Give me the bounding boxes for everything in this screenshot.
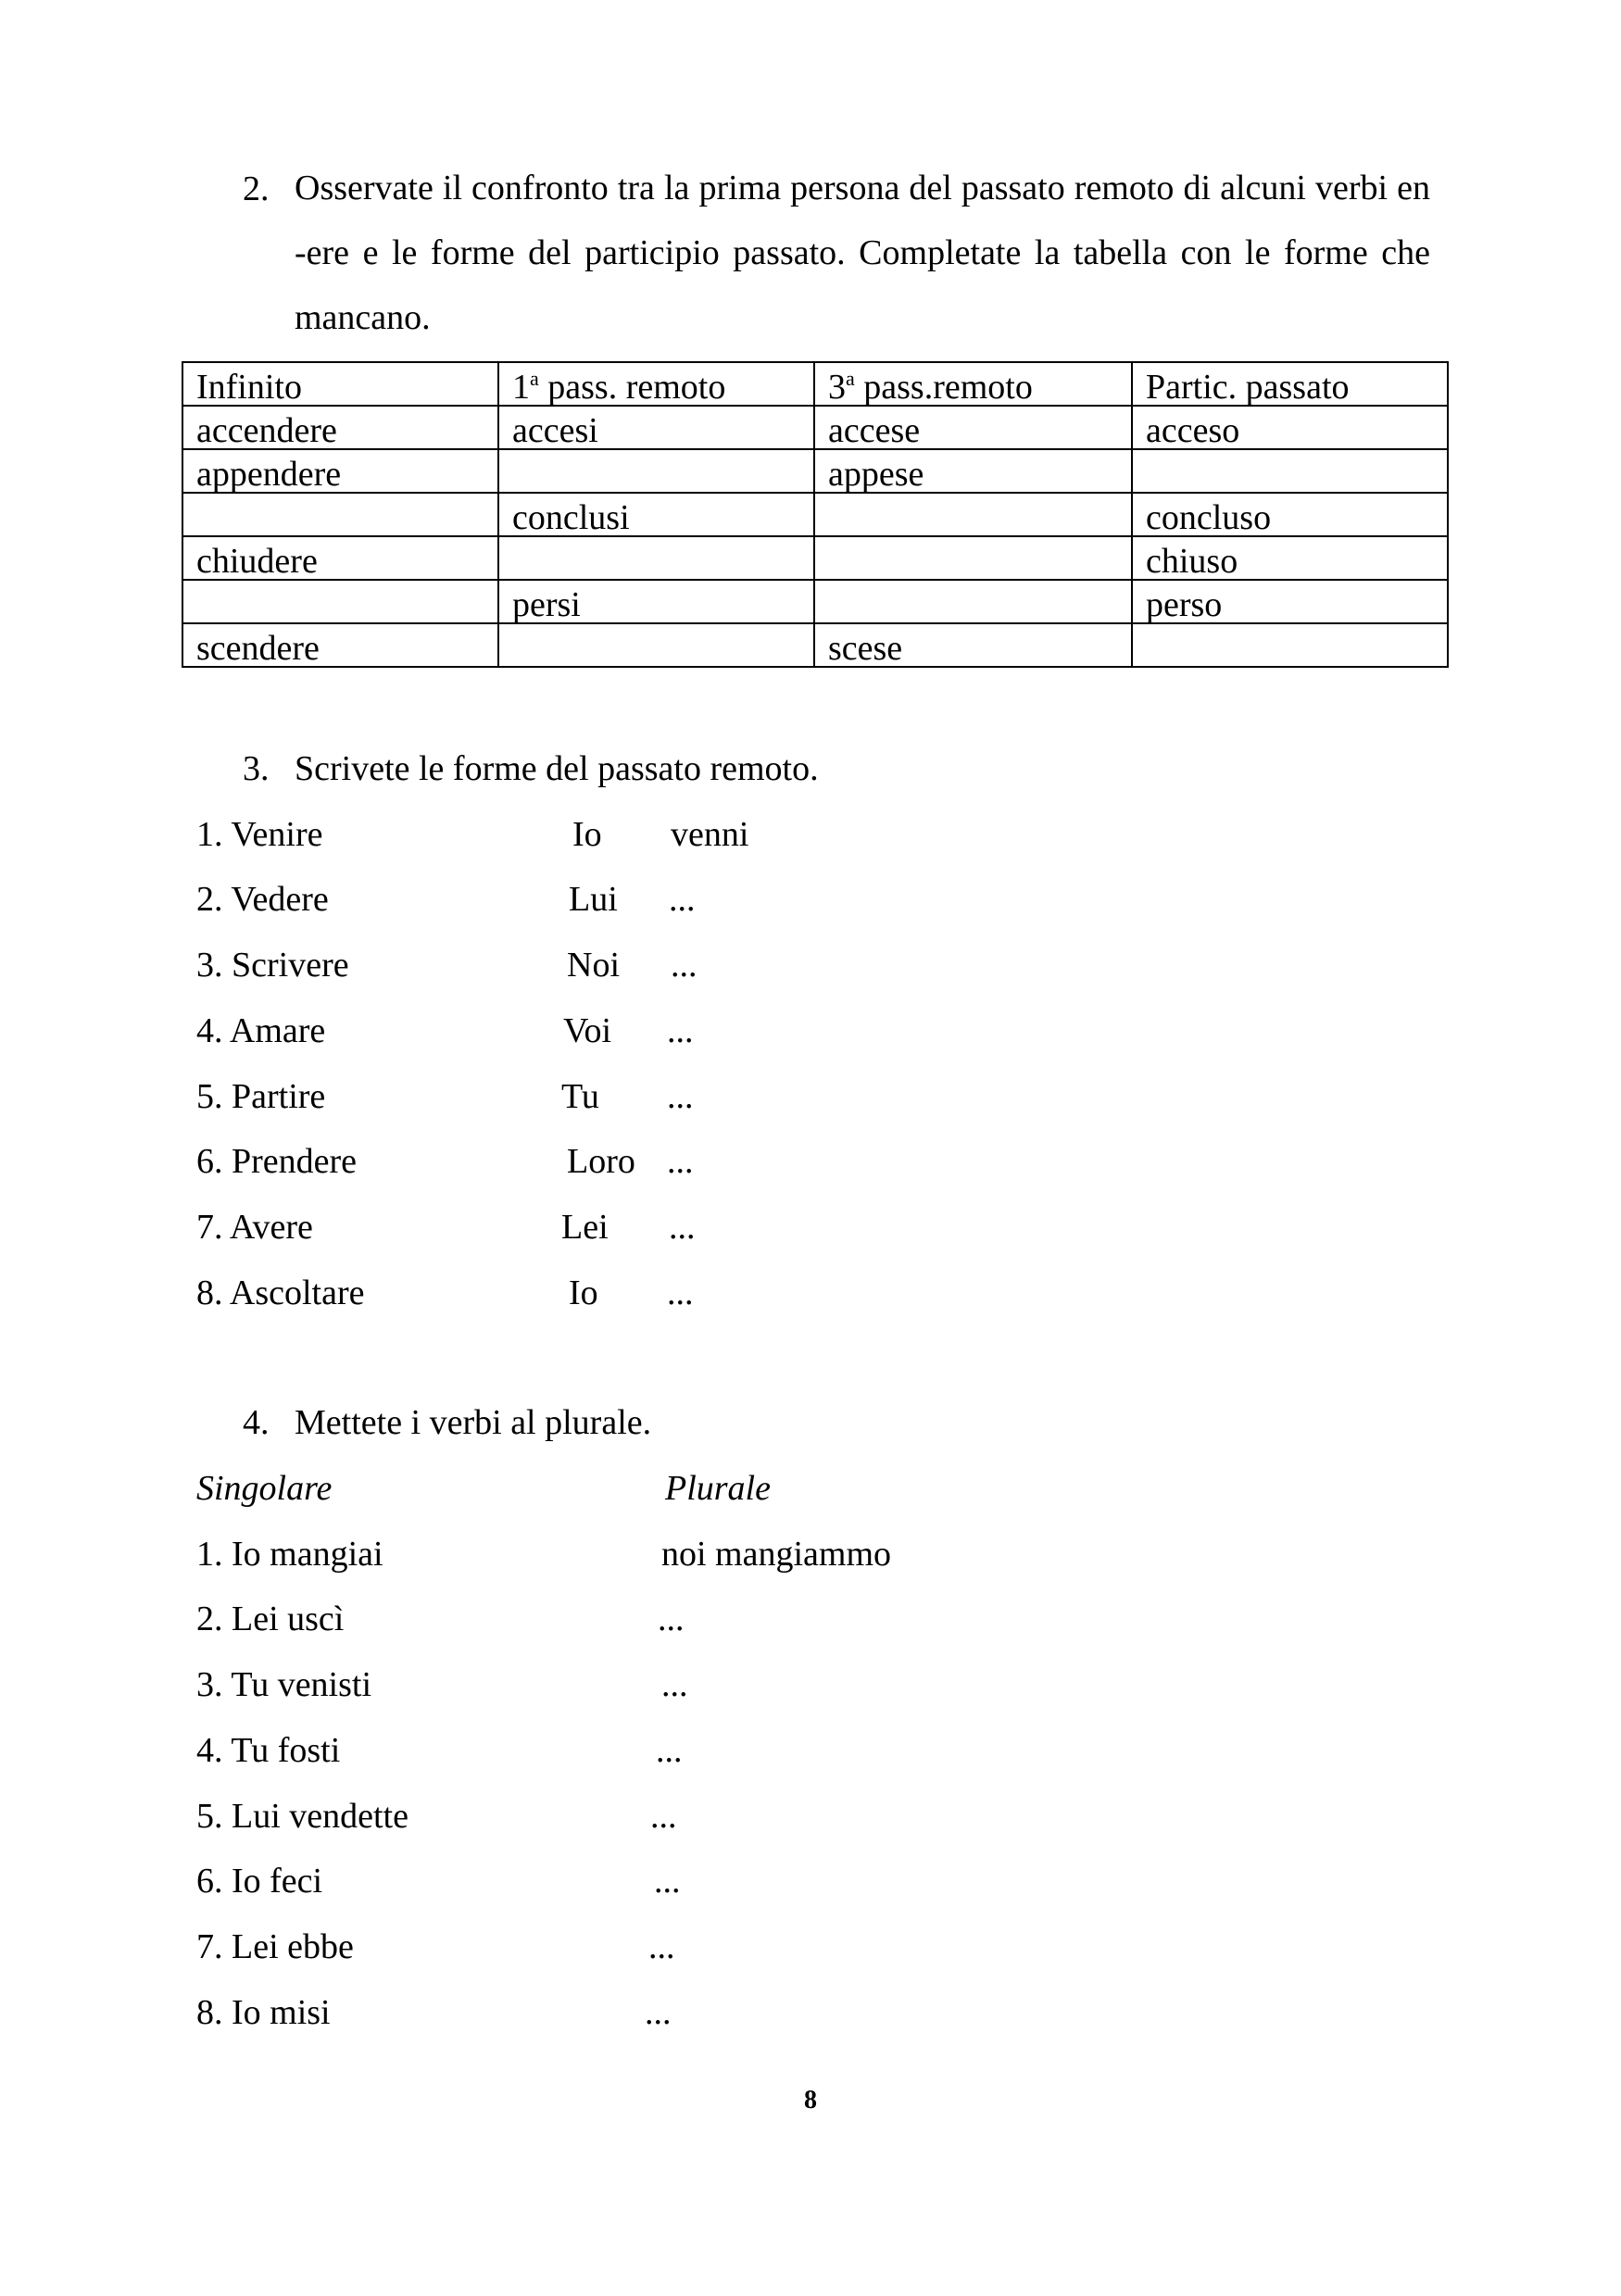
ex3-item-pronoun: Lei <box>561 1208 609 1247</box>
ex3-item-pronoun: Lui <box>569 880 618 919</box>
ex4-item-plural: ... <box>648 1927 675 1966</box>
ex3-item-pronoun: Tu <box>561 1077 599 1116</box>
table-cell-empty <box>1132 449 1448 493</box>
exercise-2-number: 2. <box>243 169 270 208</box>
table-cell: concluso <box>1132 493 1448 536</box>
table-cell-empty <box>182 580 498 623</box>
ex4-item-singular: 8. Io misi <box>196 1993 331 2032</box>
table-cell-empty <box>498 623 814 667</box>
ex3-item-verb: 3. Scrivere <box>196 946 349 985</box>
table-header-partic-passato: Partic. passato <box>1132 362 1448 406</box>
table-cell: scese <box>814 623 1132 667</box>
exercise-4-title: Mettete i verbi al plurale. <box>295 1403 652 1442</box>
exercise-4-number: 4. <box>243 1403 270 1442</box>
ex3-item-verb: 8. Ascoltare <box>196 1273 365 1312</box>
ex3-item-verb: 5. Partire <box>196 1077 326 1116</box>
table-cell: accesi <box>498 406 814 449</box>
table-row <box>182 580 1448 623</box>
singular-column-header: Singolare <box>196 1469 333 1508</box>
ex3-item-answer: venni <box>671 815 749 854</box>
ex3-item-verb: 6. Prendere <box>196 1142 358 1181</box>
ex3-item-answer: ... <box>671 946 697 985</box>
ex3-item-verb: 2. Vedere <box>196 880 329 919</box>
table-row <box>182 493 1448 536</box>
table-cell-empty <box>814 493 1132 536</box>
table-header-row <box>182 362 1448 406</box>
ex4-item-singular: 7. Lei ebbe <box>196 1927 354 1966</box>
verb-forms-table <box>182 361 1449 668</box>
exercise-3-title: Scrivete le forme del passato remoto. <box>295 749 819 788</box>
table-cell: perso <box>1132 580 1448 623</box>
ex3-item-answer: ... <box>669 1208 696 1247</box>
ex4-item-plural: ... <box>661 1665 688 1704</box>
table-row <box>182 406 1448 449</box>
table-cell-empty <box>182 493 498 536</box>
ex3-item-answer: ... <box>667 1011 694 1050</box>
exercise-2-instructions: Osservate il confronto tra la prima persona del passato remoto di alcuni verbi en -ere e le forme del participio passato. Completate la tabella con le forme che mancano. <box>295 169 1430 337</box>
ex4-item-plural: noi mangiammo <box>661 1535 892 1574</box>
ex3-item-pronoun: Io <box>572 815 602 854</box>
ex3-item-verb: 1. Venire <box>196 815 323 854</box>
ex3-item-pronoun: Io <box>569 1273 598 1312</box>
ex4-item-singular: 3. Tu venisti <box>196 1665 372 1704</box>
ex4-item-plural: ... <box>654 1862 681 1901</box>
table-cell: accese <box>814 406 1132 449</box>
ex4-item-plural: ... <box>656 1731 683 1770</box>
ex3-item-pronoun: Loro <box>567 1142 635 1181</box>
ex3-item-answer: ... <box>667 1273 694 1312</box>
table-cell: accendere <box>182 406 498 449</box>
ex4-item-singular: 4. Tu fosti <box>196 1731 341 1770</box>
table-row <box>182 449 1448 493</box>
exercise-3-number: 3. <box>243 749 270 788</box>
table-header-1a-pass-remoto: 1$^a$ pass. remoto <box>498 362 814 406</box>
ex4-item-singular: 1. Io mangiai <box>196 1535 383 1574</box>
table-cell-empty <box>498 536 814 580</box>
ex4-item-singular: 5. Lui vendette <box>196 1797 408 1836</box>
table-cell: conclusi <box>498 493 814 536</box>
ex3-item-pronoun: Voi <box>563 1011 612 1050</box>
table-cell: appendere <box>182 449 498 493</box>
ex3-item-pronoun: Noi <box>567 946 620 985</box>
table-cell: appese <box>814 449 1132 493</box>
table-row <box>182 623 1448 667</box>
ex4-item-singular: 6. Io feci <box>196 1862 323 1901</box>
table-cell: persi <box>498 580 814 623</box>
ex3-item-answer: ... <box>669 880 696 919</box>
ex3-item-verb: 4. Amare <box>196 1011 326 1050</box>
ex3-item-verb: 7. Avere <box>196 1208 313 1247</box>
ex4-item-singular: 2. Lei uscì <box>196 1600 345 1638</box>
table-cell: acceso <box>1132 406 1448 449</box>
ex4-item-plural: ... <box>658 1600 685 1638</box>
ex3-item-answer: ... <box>667 1142 694 1181</box>
ex4-item-plural: ... <box>650 1797 677 1836</box>
table-cell-empty <box>1132 623 1448 667</box>
plural-column-header: Plurale <box>665 1469 771 1508</box>
table-cell: chiuso <box>1132 536 1448 580</box>
table-cell: scendere <box>182 623 498 667</box>
table-cell-empty <box>498 449 814 493</box>
table-cell: chiudere <box>182 536 498 580</box>
table-cell-empty <box>814 536 1132 580</box>
table-cell-empty <box>814 580 1132 623</box>
table-row <box>182 536 1448 580</box>
table-header-3a-pass-remoto: 3$^a$ pass.remoto <box>814 362 1132 406</box>
ex4-item-plural: ... <box>645 1993 672 2032</box>
page-number: 8 <box>804 2086 817 2114</box>
ex3-item-answer: ... <box>667 1077 694 1116</box>
table-header-infinito: Infinito <box>182 362 498 406</box>
